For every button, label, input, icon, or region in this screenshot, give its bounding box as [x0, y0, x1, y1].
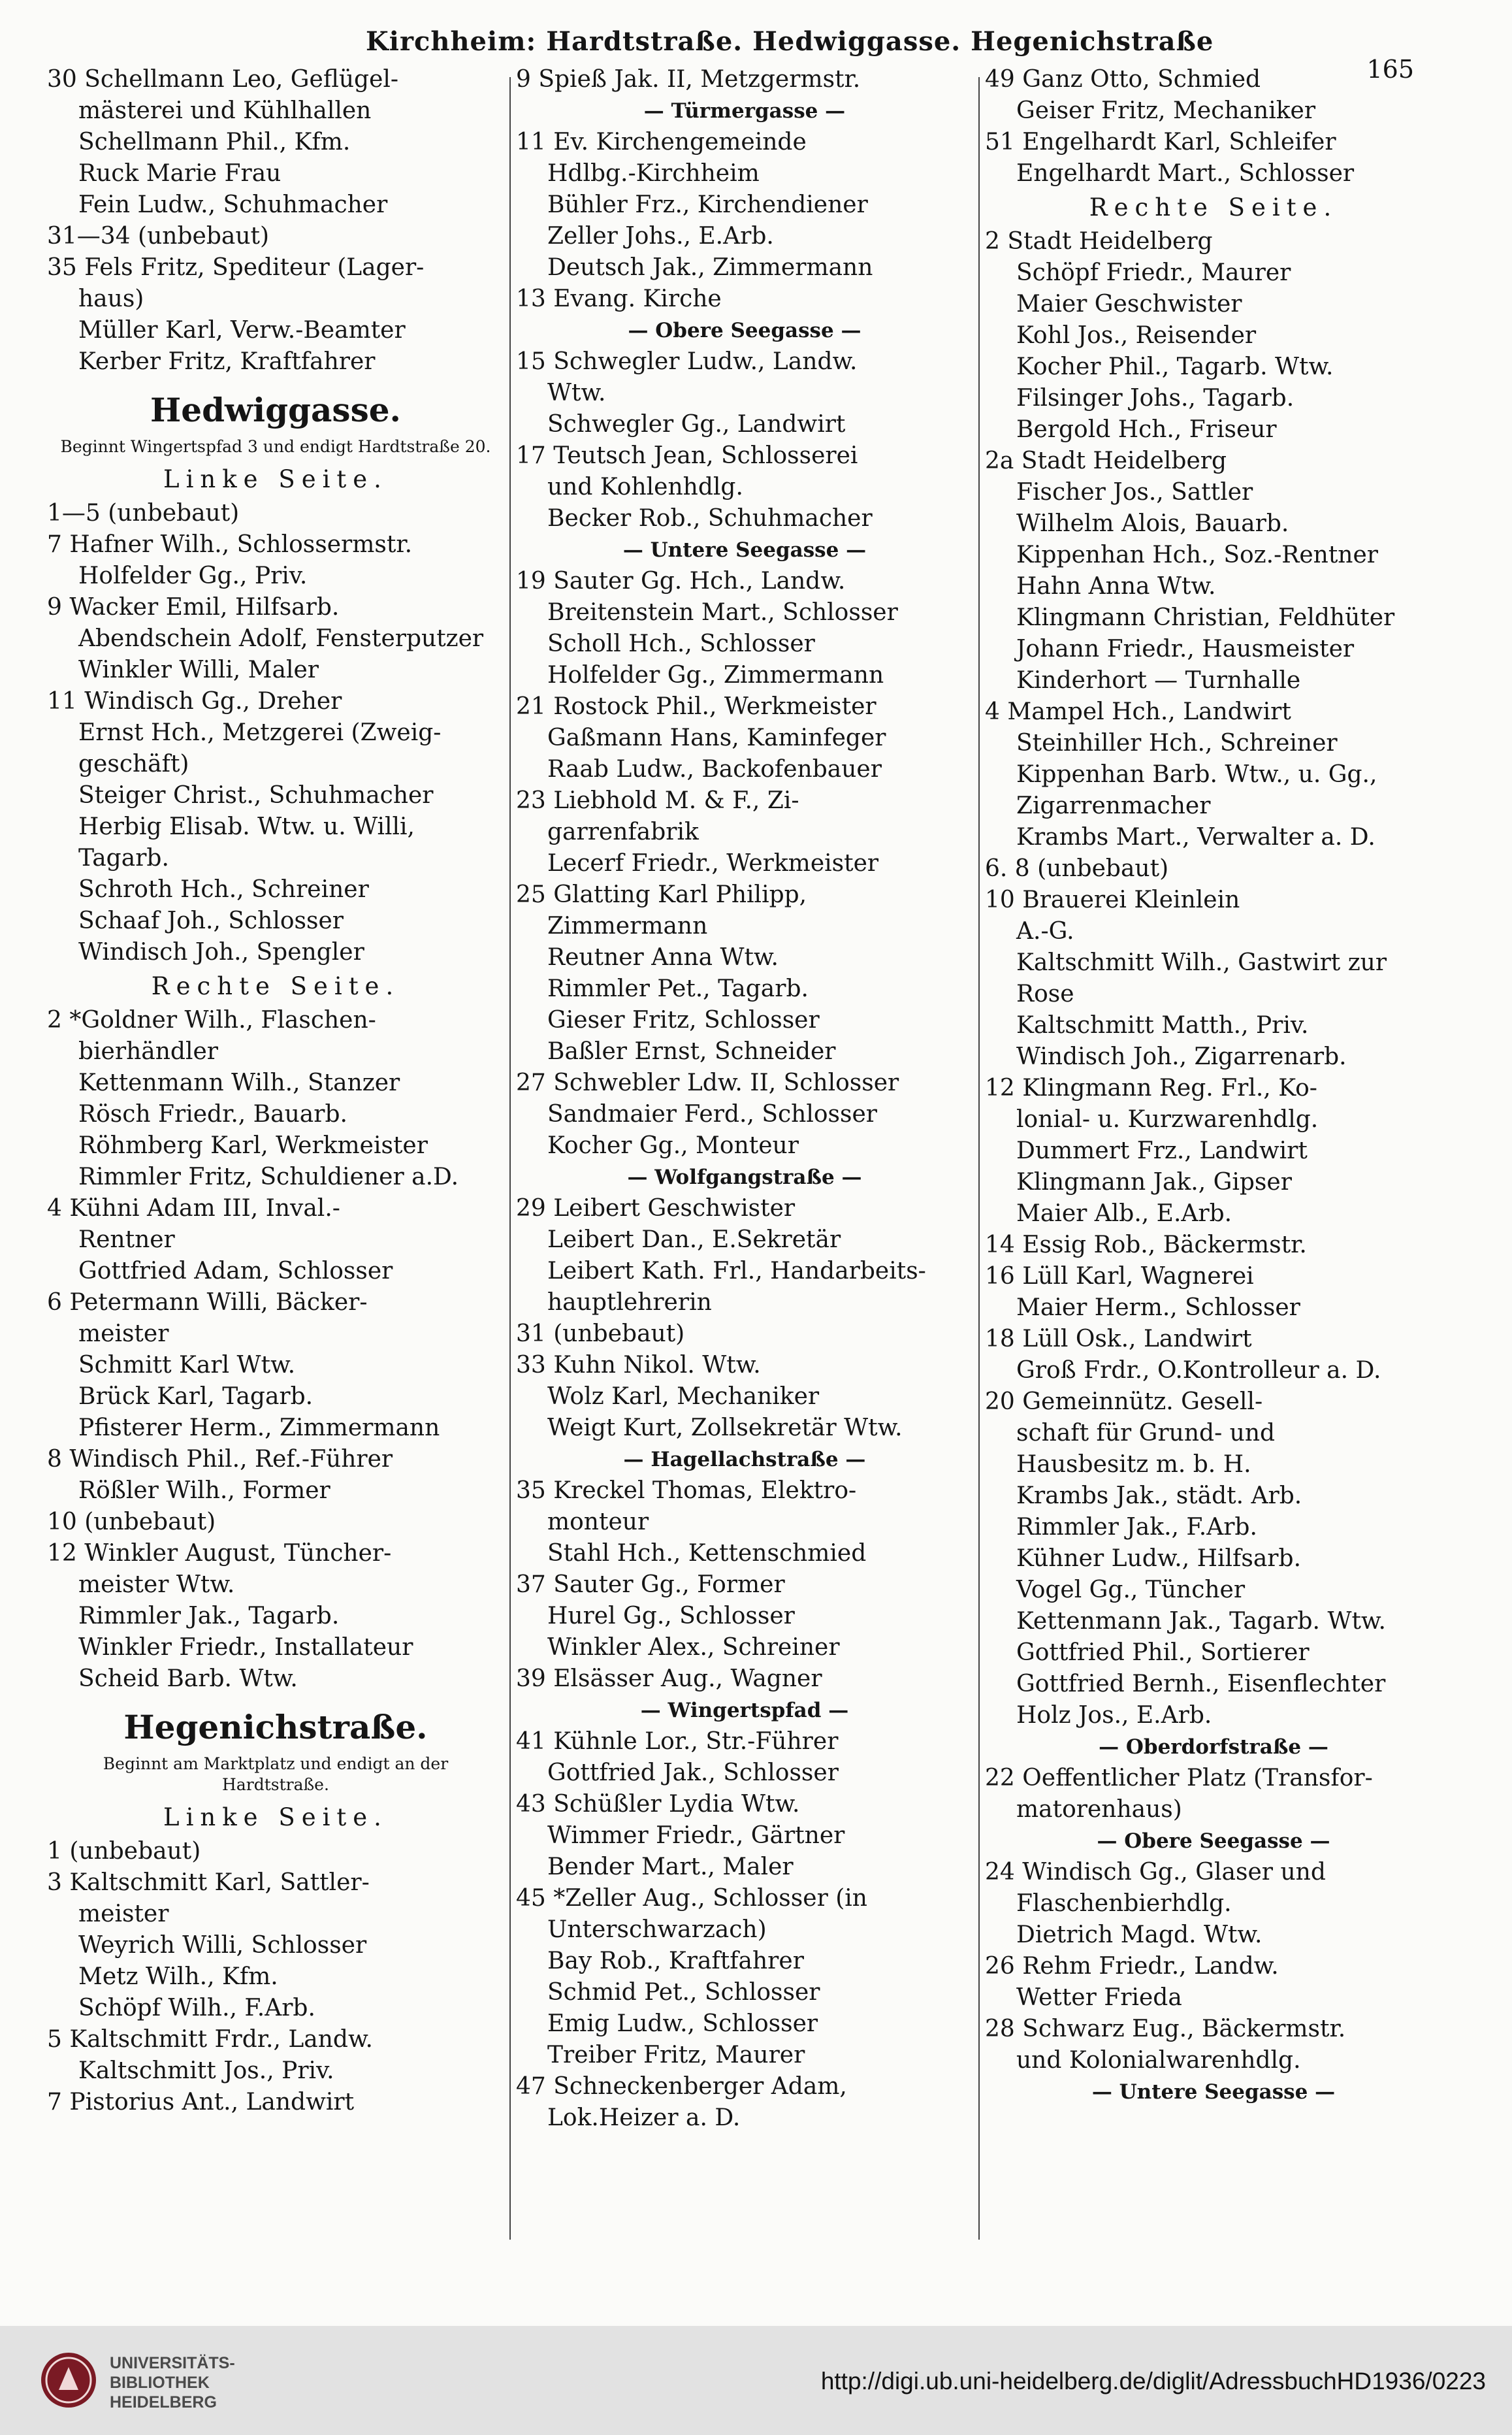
street-side-heading: Linke Seite.	[163, 465, 388, 493]
resident-entry: Schöpf Friedr., Maurer	[1016, 259, 1291, 286]
resident-entry: Treiber Fritz, Maurer	[547, 2042, 805, 2068]
house-number-entry: 28 Schwarz Eug., Bäckermstr.	[985, 2016, 1346, 2042]
resident-entry: Röhmberg Karl, Werkmeister	[78, 1132, 428, 1159]
resident-entry: Rimmler Fritz, Schuldiener a.D.	[78, 1164, 459, 1190]
resident-entry: Bühler Frz., Kirchendiener	[547, 191, 868, 218]
resident-entry: schaft für Grund- und	[1016, 1420, 1276, 1446]
house-number-entry: 16 Lüll Karl, Wagnerei	[985, 1263, 1254, 1290]
resident-entry: Bergold Hch., Friseur	[1016, 416, 1277, 443]
street-side-heading: Linke Seite.	[163, 1803, 388, 1831]
resident-entry: Fischer Jos., Sattler	[1016, 479, 1253, 506]
column-left	[47, 64, 504, 2253]
cross-street-marker: — Hagellachstraße —	[623, 1448, 866, 1471]
house-number-entry: 6 Petermann Willi, Bäcker-	[47, 1289, 368, 1316]
resident-entry: Krambs Jak., städt. Arb.	[1016, 1482, 1302, 1509]
house-number-entry: 11 Windisch Gg., Dreher	[47, 688, 342, 715]
house-number-entry: 7 Pistorius Ant., Landwirt	[47, 2089, 355, 2116]
house-number-entry: 17 Teutsch Jean, Schlosserei	[516, 442, 858, 469]
resident-entry: Windisch Joh., Zigarrenarb.	[1016, 1043, 1347, 1070]
resident-entry: Herbig Elisab. Wtw. u. Willi,	[78, 813, 415, 840]
resident-entry: Johann Friedr., Hausmeister	[1016, 636, 1355, 662]
resident-entry: Zimmermann	[547, 913, 708, 940]
house-number-entry: 22 Oeffentlicher Platz (Transfor-	[985, 1765, 1373, 1791]
house-number-entry: 27 Schwebler Ldw. II, Schlosser	[516, 1070, 899, 1096]
house-number-entry: 41 Kühnle Lor., Str.-Führer	[516, 1728, 839, 1755]
resident-entry: Sandmaier Ferd., Schlosser	[547, 1101, 877, 1128]
resident-entry: Breitenstein Mart., Schlosser	[547, 599, 898, 626]
resident-entry: Kippenhan Barb. Wtw., u. Gg.,	[1016, 761, 1377, 788]
resident-entry: Rose	[1016, 981, 1074, 1007]
house-number-entry: 26 Rehm Friedr., Landw.	[985, 1953, 1279, 1980]
resident-entry: Maier Herm., Schlosser	[1016, 1294, 1300, 1321]
column-middle	[516, 64, 973, 2253]
resident-entry: Windisch Joh., Spengler	[78, 939, 364, 966]
house-number-entry: 8 Windisch Phil., Ref.-Führer	[47, 1446, 393, 1473]
resident-entry: Klingmann Christian, Feldhüter	[1016, 604, 1395, 631]
cross-street-marker: — Türmergasse —	[643, 99, 846, 123]
resident-entry: Bay Rob., Kraftfahrer	[547, 1948, 804, 1974]
resident-entry: Rößler Wilh., Former	[78, 1477, 330, 1504]
resident-entry: Schwegler Gg., Landwirt	[547, 411, 846, 438]
resident-entry: Schmitt Karl Wtw.	[78, 1352, 296, 1379]
resident-entry: meister Wtw.	[78, 1571, 235, 1598]
resident-entry: Weyrich Willi, Schlosser	[78, 1932, 367, 1959]
resident-entry: Leibert Kath. Frl., Handarbeits-	[547, 1258, 926, 1284]
street-section-title: Hedwiggasse.	[150, 391, 401, 429]
resident-entry: Reutner Anna Wtw.	[547, 944, 779, 971]
resident-entry: Kaltschmitt Jos., Priv.	[78, 2057, 334, 2084]
resident-entry: Becker Rob., Schuhmacher	[547, 505, 873, 532]
house-number-entry: 12 Klingmann Reg. Frl., Ko-	[985, 1075, 1317, 1102]
column-right	[985, 64, 1442, 2253]
resident-entry: Engelhardt Mart., Schlosser	[1016, 160, 1355, 187]
house-number-entry: 35 Fels Fritz, Spediteur (Lager-	[47, 254, 425, 281]
resident-entry: Winkler Willi, Maler	[78, 657, 319, 683]
resident-entry: Kettenmann Wilh., Stanzer	[78, 1070, 400, 1096]
house-number-entry: 9 Spieß Jak. II, Metzgermstr.	[516, 66, 861, 93]
resident-entry: meister	[78, 1901, 169, 1927]
resident-entry: Holfelder Gg., Zimmermann	[547, 662, 884, 689]
resident-entry: Wimmer Friedr., Gärtner	[547, 1822, 845, 1849]
house-number-entry: 29 Leibert Geschwister	[516, 1195, 796, 1222]
resident-entry: Metz Wilh., Kfm.	[78, 1963, 278, 1990]
house-number-entry: 11 Ev. Kirchengemeinde	[516, 129, 807, 155]
resident-entry: Krambs Mart., Verwalter a. D.	[1016, 824, 1375, 851]
street-side-heading: Rechte Seite.	[1089, 193, 1338, 221]
house-number-entry: 5 Kaltschmitt Frdr., Landw.	[47, 2026, 373, 2053]
house-number-entry: 3 Kaltschmitt Karl, Sattler-	[47, 1869, 370, 1896]
resident-entry: Deutsch Jak., Zimmermann	[547, 254, 873, 281]
house-number-entry: 24 Windisch Gg., Glaser und	[985, 1859, 1326, 1886]
cross-street-marker: — Obere Seegasse —	[1097, 1829, 1330, 1853]
resident-entry: Gottfried Adam, Schlosser	[78, 1258, 393, 1284]
house-number-entry: 4 Kühni Adam III, Inval.-	[47, 1195, 340, 1222]
resident-entry: Kinderhort — Turnhalle	[1016, 667, 1301, 694]
house-number-entry: 20 Gemeinnütz. Gesell-	[985, 1388, 1263, 1415]
running-head: Kirchheim: Hardtstraße. Hedwiggasse. Hegenichstraße	[366, 26, 1214, 57]
resident-entry: Rimmler Jak., Tagarb.	[78, 1603, 340, 1629]
resident-entry: Ruck Marie Frau	[78, 160, 281, 187]
resident-entry: Klingmann Jak., Gipser	[1016, 1169, 1292, 1196]
resident-entry: und Kolonialwarenhdlg.	[1016, 2047, 1301, 2074]
library-name	[110, 2353, 235, 2412]
resident-entry: Rentner	[78, 1226, 175, 1253]
resident-entry: Leibert Dan., E.Sekretär	[547, 1226, 841, 1253]
resident-entry: garrenfabrik	[547, 819, 699, 845]
column-rule	[978, 77, 980, 2240]
resident-entry: Kaltschmitt Wilh., Gastwirt zur	[1016, 949, 1387, 976]
house-number-entry: 35 Kreckel Thomas, Elektro-	[516, 1477, 857, 1504]
resident-entry: Kippenhan Hch., Soz.-Rentner	[1016, 542, 1379, 568]
house-number-entry: 13 Evang. Kirche	[516, 286, 722, 312]
resident-entry: Abendschein Adolf, Fensterputzer	[78, 625, 484, 652]
street-section-title: Hegenichstraße.	[123, 1708, 428, 1746]
resident-entry: Filsinger Johs., Tagarb.	[1016, 385, 1295, 412]
cross-street-marker: — Wingertspfad —	[640, 1699, 849, 1722]
resident-entry: Zigarrenmacher	[1016, 793, 1211, 819]
house-number-entry: 51 Engelhardt Karl, Schleifer	[985, 129, 1336, 155]
resident-entry: Ernst Hch., Metzgerei (Zweig-	[78, 719, 442, 746]
resident-entry: Holz Jos., E.Arb.	[1016, 1702, 1212, 1729]
house-number-entry: 49 Ganz Otto, Schmied	[985, 66, 1261, 93]
street-side-heading: Rechte Seite.	[151, 972, 400, 1000]
house-number-entry: 33 Kuhn Nikol. Wtw.	[516, 1352, 761, 1379]
street-description: Beginnt Wingertspfad 3 und endigt Hardtstraße 20.	[60, 437, 491, 456]
house-number-entry: 18 Lüll Osk., Landwirt	[985, 1326, 1252, 1352]
resident-entry: Unterschwarzach)	[547, 1916, 767, 1943]
resident-entry: Hurel Gg., Schlosser	[547, 1603, 795, 1629]
resident-entry: Scholl Hch., Schlosser	[547, 630, 815, 657]
library-name-line: BIBLIOTHEK	[110, 2374, 210, 2392]
resident-entry: Fein Ludw., Schuhmacher	[78, 191, 388, 218]
resident-entry: Hausbesitz m. b. H.	[1016, 1451, 1251, 1478]
resident-entry: A.-G.	[1016, 918, 1074, 945]
resident-entry: Dietrich Magd. Wtw.	[1016, 1921, 1263, 1948]
resident-entry: Vogel Gg., Tüncher	[1016, 1577, 1246, 1603]
house-number-entry: 39 Elsässer Aug., Wagner	[516, 1665, 822, 1692]
resident-entry: Schaaf Joh., Schlosser	[78, 907, 344, 934]
resident-entry: Kaltschmitt Matth., Priv.	[1016, 1012, 1309, 1039]
resident-entry: Gaßmann Hans, Kaminfeger	[547, 725, 886, 751]
resident-entry: Wilhelm Alois, Bauarb.	[1016, 510, 1289, 537]
resident-entry: Weigt Kurt, Zollsekretär Wtw.	[547, 1414, 903, 1441]
resident-entry: bierhändler	[78, 1038, 218, 1065]
resident-entry: Steiger Christ., Schuhmacher	[78, 782, 434, 809]
house-number-entry: 9 Wacker Emil, Hilfsarb.	[47, 594, 340, 621]
page-number: 165	[1366, 55, 1414, 84]
resident-entry: Schöpf Wilh., F.Arb.	[78, 1995, 315, 2021]
resident-entry: Rösch Friedr., Bauarb.	[78, 1101, 347, 1128]
library-name-line: UNIVERSITÄTS-	[110, 2354, 235, 2372]
resident-entry: Gottfried Bernh., Eisenflechter	[1016, 1671, 1386, 1697]
resident-entry: Maier Geschwister	[1016, 291, 1242, 318]
resident-entry: Scheid Barb. Wtw.	[78, 1665, 298, 1692]
resident-entry: Kettenmann Jak., Tagarb. Wtw.	[1016, 1608, 1386, 1635]
resident-entry: Holfelder Gg., Priv.	[78, 563, 308, 589]
resident-entry: Steinhiller Hch., Schreiner	[1016, 730, 1338, 757]
resident-entry: Groß Frdr., O.Kontrolleur a. D.	[1016, 1357, 1381, 1384]
street-description: Beginnt am Marktplatz und endigt an der Hardtstraße.	[103, 1754, 449, 1794]
resident-entry: und Kohlenhdlg.	[547, 474, 743, 500]
library-footer	[0, 2326, 1512, 2435]
resident-entry: meister	[78, 1320, 169, 1347]
house-number-entry: 7 Hafner Wilh., Schlossermstr.	[47, 531, 413, 558]
house-number-entry: 25 Glatting Karl Philipp,	[516, 881, 807, 908]
house-number-entry: 31 (unbebaut)	[516, 1320, 685, 1347]
resident-entry: Hahn Anna Wtw.	[1016, 573, 1216, 600]
resident-entry: monteur	[547, 1509, 649, 1535]
column-rule	[509, 77, 511, 2240]
resident-entry: Kohl Jos., Reisender	[1016, 322, 1257, 349]
resident-entry: Brück Karl, Tagarb.	[78, 1383, 314, 1410]
house-number-entry: 2 *Goldner Wilh., Flaschen-	[47, 1007, 376, 1034]
resident-entry: Pfisterer Herm., Zimmermann	[78, 1414, 440, 1441]
resident-entry: haus)	[78, 286, 144, 312]
resident-entry: Zeller Johs., E.Arb.	[547, 223, 774, 250]
house-number-entry: 43 Schüßler Lydia Wtw.	[516, 1791, 800, 1818]
resident-entry: Wetter Frieda	[1016, 1984, 1182, 2011]
cross-street-marker: — Obere Seegasse —	[628, 319, 861, 342]
resident-entry: Raab Ludw., Backofenbauer	[547, 756, 882, 783]
resident-entry: Schellmann Phil., Kfm.	[78, 129, 351, 155]
library-name-line: HEIDELBERG	[110, 2393, 217, 2411]
resident-entry: Flaschenbierhdlg.	[1016, 1890, 1232, 1917]
resident-entry: mästerei und Kühlhallen	[78, 97, 372, 124]
resident-entry: Dummert Frz., Landwirt	[1016, 1137, 1308, 1164]
house-number-entry: 45 *Zeller Aug., Schlosser (in	[516, 1885, 867, 1912]
source-url[interactable]: http://digi.ub.uni-heidelberg.de/diglit/AdressbuchHD1936/0223	[820, 2368, 1486, 2394]
resident-entry: Gieser Fritz, Schlosser	[547, 1007, 820, 1034]
house-number-entry: 12 Winkler August, Tüncher-	[47, 1540, 392, 1567]
cross-street-marker: — Untere Seegasse —	[1091, 2080, 1336, 2104]
house-number-entry: 6. 8 (unbebaut)	[985, 855, 1169, 882]
resident-entry: Lecerf Friedr., Werkmeister	[547, 850, 879, 877]
house-number-entry: 31—34 (unbebaut)	[47, 223, 270, 250]
resident-entry: Kerber Fritz, Kraftfahrer	[78, 348, 376, 375]
resident-entry: Müller Karl, Verw.-Beamter	[78, 317, 406, 344]
resident-entry: Stahl Hch., Kettenschmied	[547, 1540, 867, 1567]
resident-entry: Hdlbg.-Kirchheim	[547, 160, 760, 187]
resident-entry: matorenhaus)	[1016, 1796, 1182, 1823]
house-number-entry: 1 (unbebaut)	[47, 1838, 201, 1865]
resident-entry: Bender Mart., Maler	[547, 1854, 794, 1880]
resident-entry: Maier Alb., E.Arb.	[1016, 1200, 1232, 1227]
resident-entry: Kocher Gg., Monteur	[547, 1132, 799, 1159]
resident-entry: Rimmler Pet., Tagarb.	[547, 975, 809, 1002]
house-number-entry: 2a Stadt Heidelberg	[985, 448, 1227, 474]
resident-entry: Gottfried Jak., Schlosser	[547, 1759, 839, 1786]
house-number-entry: 30 Schellmann Leo, Geflügel-	[47, 66, 399, 93]
house-number-entry: 23 Liebhold M. & F., Zi-	[516, 787, 799, 814]
resident-entry: Baßler Ernst, Schneider	[547, 1038, 836, 1065]
resident-entry: Schmid Pet., Schlosser	[547, 1979, 820, 2006]
house-number-entry: 2 Stadt Heidelberg	[985, 228, 1213, 255]
university-seal-icon	[39, 2351, 98, 2410]
resident-entry: Tagarb.	[78, 845, 169, 872]
resident-entry: Gottfried Phil., Sortierer	[1016, 1639, 1310, 1666]
house-number-entry: 37 Sauter Gg., Former	[516, 1571, 785, 1598]
house-number-entry: 15 Schwegler Ludw., Landw.	[516, 348, 858, 375]
cross-street-marker: — Wolfgangstraße —	[627, 1166, 862, 1189]
resident-entry: Schroth Hch., Schreiner	[78, 876, 369, 903]
house-number-entry: 14 Essig Rob., Bäckermstr.	[985, 1232, 1307, 1258]
house-number-entry: 21 Rostock Phil., Werkmeister	[516, 693, 877, 720]
resident-entry: Winkler Friedr., Installateur	[78, 1634, 413, 1661]
resident-entry: Lok.Heizer a. D.	[547, 2104, 741, 2131]
house-number-entry: 47 Schneckenberger Adam,	[516, 2073, 847, 2100]
resident-entry: Rimmler Jak., F.Arb.	[1016, 1514, 1257, 1541]
resident-entry: Kocher Phil., Tagarb. Wtw.	[1016, 353, 1334, 380]
resident-entry: Emig Ludw., Schlosser	[547, 2010, 818, 2037]
resident-entry: geschäft)	[78, 751, 189, 777]
resident-entry: Winkler Alex., Schreiner	[547, 1634, 840, 1661]
resident-entry: Wtw.	[547, 380, 606, 406]
resident-entry: lonial- u. Kurzwarenhdlg.	[1016, 1106, 1319, 1133]
house-number-entry: 10 (unbebaut)	[47, 1509, 216, 1535]
house-number-entry: 4 Mampel Hch., Landwirt	[985, 698, 1291, 725]
resident-entry: Geiser Fritz, Mechaniker	[1016, 97, 1316, 124]
house-number-entry: 10 Brauerei Kleinlein	[985, 887, 1240, 913]
house-number-entry: 19 Sauter Gg. Hch., Landw.	[516, 568, 846, 595]
resident-entry: hauptlehrerin	[547, 1289, 712, 1316]
resident-entry: Kühner Ludw., Hilfsarb.	[1016, 1545, 1302, 1572]
cross-street-marker: — Oberdorfstraße —	[1099, 1735, 1328, 1759]
cross-street-marker: — Untere Seegasse —	[622, 538, 867, 562]
resident-entry: Wolz Karl, Mechaniker	[547, 1383, 820, 1410]
house-number-entry: 1—5 (unbebaut)	[47, 500, 240, 527]
